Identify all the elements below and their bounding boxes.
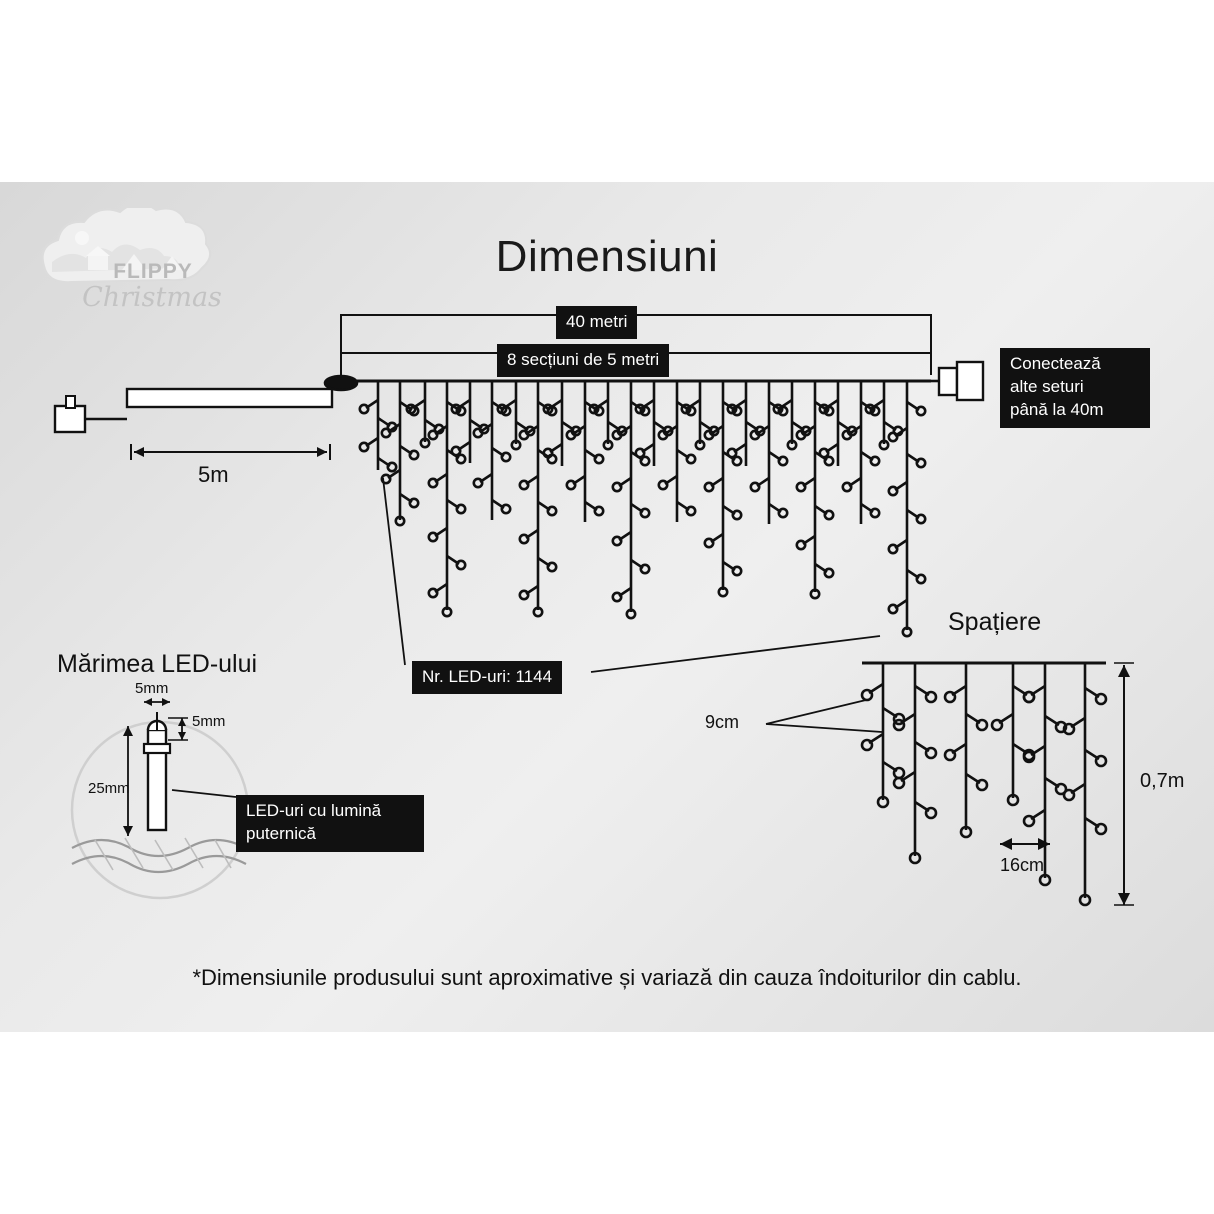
label-connect-line1: Conectează	[1010, 354, 1101, 373]
label-total-length: 40 metri	[556, 306, 637, 339]
label-sections: 8 secțiuni de 5 metri	[497, 344, 669, 377]
label-bright-leds-line2: puternică	[246, 823, 316, 843]
logo-text-secondary: Christmas	[82, 282, 222, 313]
label-spacing-drop: 9cm	[705, 712, 740, 732]
label-led-count: Nr. LED-uri: 1144	[412, 661, 562, 694]
label-led-width: 5mm	[135, 680, 169, 697]
logo-text-primary: FLIPPY	[113, 260, 193, 283]
label-connect-line2: alte seturi	[1010, 376, 1084, 396]
footnote: *Dimensiunile produsului sunt aproximative și variază din cauza îndoiturilor din cablu.	[192, 965, 1022, 990]
label-led-height: 5mm	[192, 713, 226, 730]
label-spacing-gap: 16cm	[1000, 855, 1045, 875]
label-led-body: 25mm	[88, 780, 130, 797]
label-bright-leds-line1: LED-uri cu lumină	[246, 801, 382, 820]
label-connect-line3: până la 40m	[1010, 399, 1104, 419]
label-spacing-title: Spațiere	[948, 608, 1042, 636]
label-curtain-height: 0,7m	[1140, 770, 1185, 792]
page-title: Dimensiuni	[495, 232, 719, 281]
label-connect	[1000, 348, 1150, 428]
label-lead-cable: 5m	[198, 462, 229, 487]
label-bright-leds	[236, 795, 424, 852]
label-led-size-title: Mărimea LED-ului	[57, 650, 258, 678]
